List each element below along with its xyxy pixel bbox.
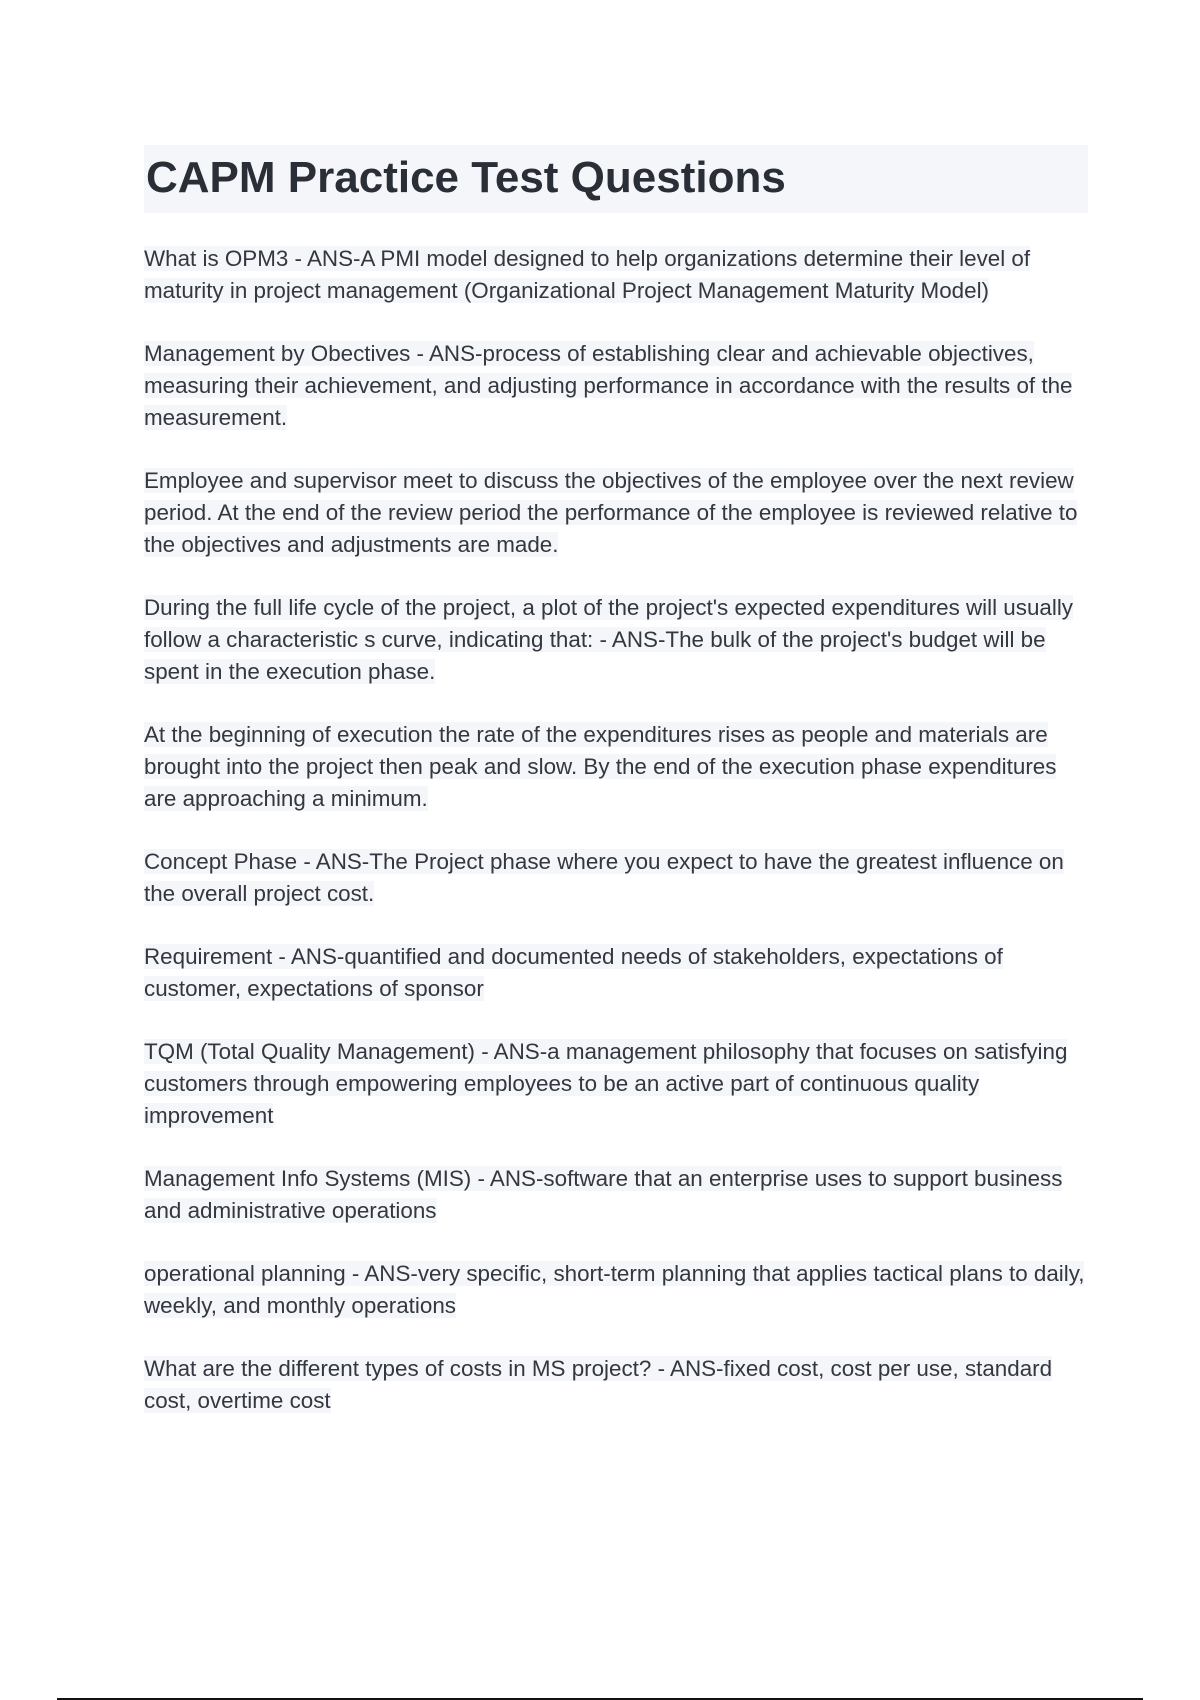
title-block: [144, 145, 1088, 213]
entry-text: Management by Obectives - ANS-process of establishing clear and achievable objectives, measuring their achievement, and adjusting performance in accordance with the results of the measurement.: [144, 341, 1073, 430]
list-item: [144, 1353, 1088, 1417]
entry-text: During the full life cycle of the project, a plot of the project's expected expenditures will usually follow a characteristic s curve, indicating that: - ANS-The bulk of the project's budget will be spent in the execution phase.: [144, 595, 1074, 684]
list-item: [144, 941, 1088, 1005]
list-item: [144, 1036, 1088, 1132]
list-item: [144, 592, 1088, 688]
question-list: [144, 243, 1088, 1448]
entry-text: At the beginning of execution the rate of the expenditures rises as people and materials are brought into the project then peak and slow. By the end of the execution phase expenditures are approaching a minimum.: [144, 722, 1057, 811]
entry-text: Concept Phase - ANS-The Project phase where you expect to have the greatest influence on the overall project cost.: [144, 849, 1064, 906]
entry-text: Management Info Systems (MIS) - ANS-software that an enterprise uses to support business and administrative operations: [144, 1166, 1063, 1223]
list-item: [144, 1258, 1088, 1322]
entry-text: What is OPM3 - ANS-A PMI model designed to help organizations determine their level of maturity in project management (Organizational Project Management Maturity Model): [144, 246, 1031, 303]
entry-text: What are the different types of costs in MS project? - ANS-fixed cost, cost per use, standard cost, overtime cost: [144, 1356, 1053, 1413]
list-item: [144, 846, 1088, 910]
list-item: [144, 719, 1088, 815]
page-title: CAPM Practice Test Questions: [146, 153, 786, 202]
entry-text: TQM (Total Quality Management) - ANS-a management philosophy that focuses on satisfying customers through empowering employees to be an active part of continuous quality improvement: [144, 1039, 1068, 1128]
entry-text: Requirement - ANS-quantified and documented needs of stakeholders, expectations of customer, expectations of sponsor: [144, 944, 1003, 1001]
list-item: [144, 465, 1088, 561]
list-item: [144, 1163, 1088, 1227]
entry-text: operational planning - ANS-very specific, short-term planning that applies tactical plans to daily, weekly, and monthly operations: [144, 1261, 1085, 1318]
list-item: [144, 243, 1088, 307]
list-item: [144, 338, 1088, 434]
entry-text: Employee and supervisor meet to discuss the objectives of the employee over the next review period. At the end of the review period the performance of the employee is reviewed relative to the objectives and adjustments are made.: [144, 468, 1078, 557]
